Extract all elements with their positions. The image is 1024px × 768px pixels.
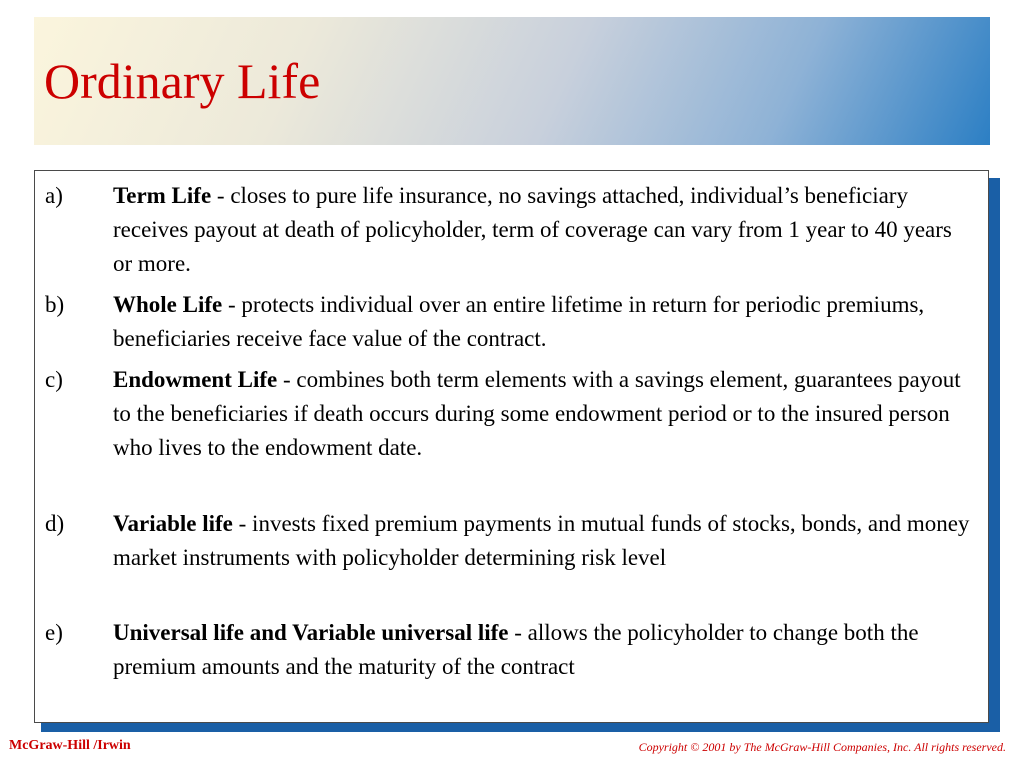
term-description: - combines both term elements with a savings element, guarantees payout to the beneficiaries if death occurs during some endowment period or to the insured person who lives to the endowment date. — [113, 367, 961, 460]
term-name: Variable life — [113, 511, 233, 536]
term-description: - closes to pure life insurance, no savings attached, individual’s beneficiary receives payout at death of policyholder, term of coverage can vary from 1 year to 40 years or more. — [113, 183, 952, 276]
list-item-text — [113, 288, 970, 356]
list-item-text — [113, 616, 970, 684]
term-description: - invests fixed premium payments in mutual funds of stocks, bonds, and money market instruments with policyholder determining risk level — [113, 511, 970, 570]
term-name: Universal life and Variable universal life — [113, 620, 509, 645]
list-marker: a) — [45, 183, 63, 208]
term-description: - protects individual over an entire lifetime in return for periodic premiums, beneficiaries receive face value of the contract. — [113, 292, 925, 351]
list-marker: c) — [45, 367, 63, 392]
list-item-e — [45, 616, 970, 684]
term-name: Term Life — [113, 183, 212, 208]
list-item-d — [45, 507, 970, 575]
list-item-c — [45, 363, 970, 465]
list-item-text — [113, 507, 970, 575]
content-box — [34, 170, 989, 723]
list-item-a — [45, 179, 970, 281]
list-item-text — [113, 363, 970, 465]
list-marker: e) — [45, 620, 63, 645]
slide-title: Ordinary Life — [44, 53, 321, 109]
list-marker: d) — [45, 511, 65, 536]
term-name: Endowment Life — [113, 367, 278, 392]
copyright-footer: Copyright © 2001 by The McGraw-Hill Companies, Inc. All rights reserved. — [638, 740, 1006, 754]
list-item-b — [45, 288, 970, 356]
publisher-footer: McGraw-Hill /Irwin — [9, 738, 131, 753]
term-name: Whole Life — [113, 292, 223, 317]
list-item-text — [113, 179, 970, 281]
list-marker: b) — [45, 292, 65, 317]
term-description: - allows the policyholder to change both the premium amounts and the maturity of the contract — [113, 620, 919, 679]
